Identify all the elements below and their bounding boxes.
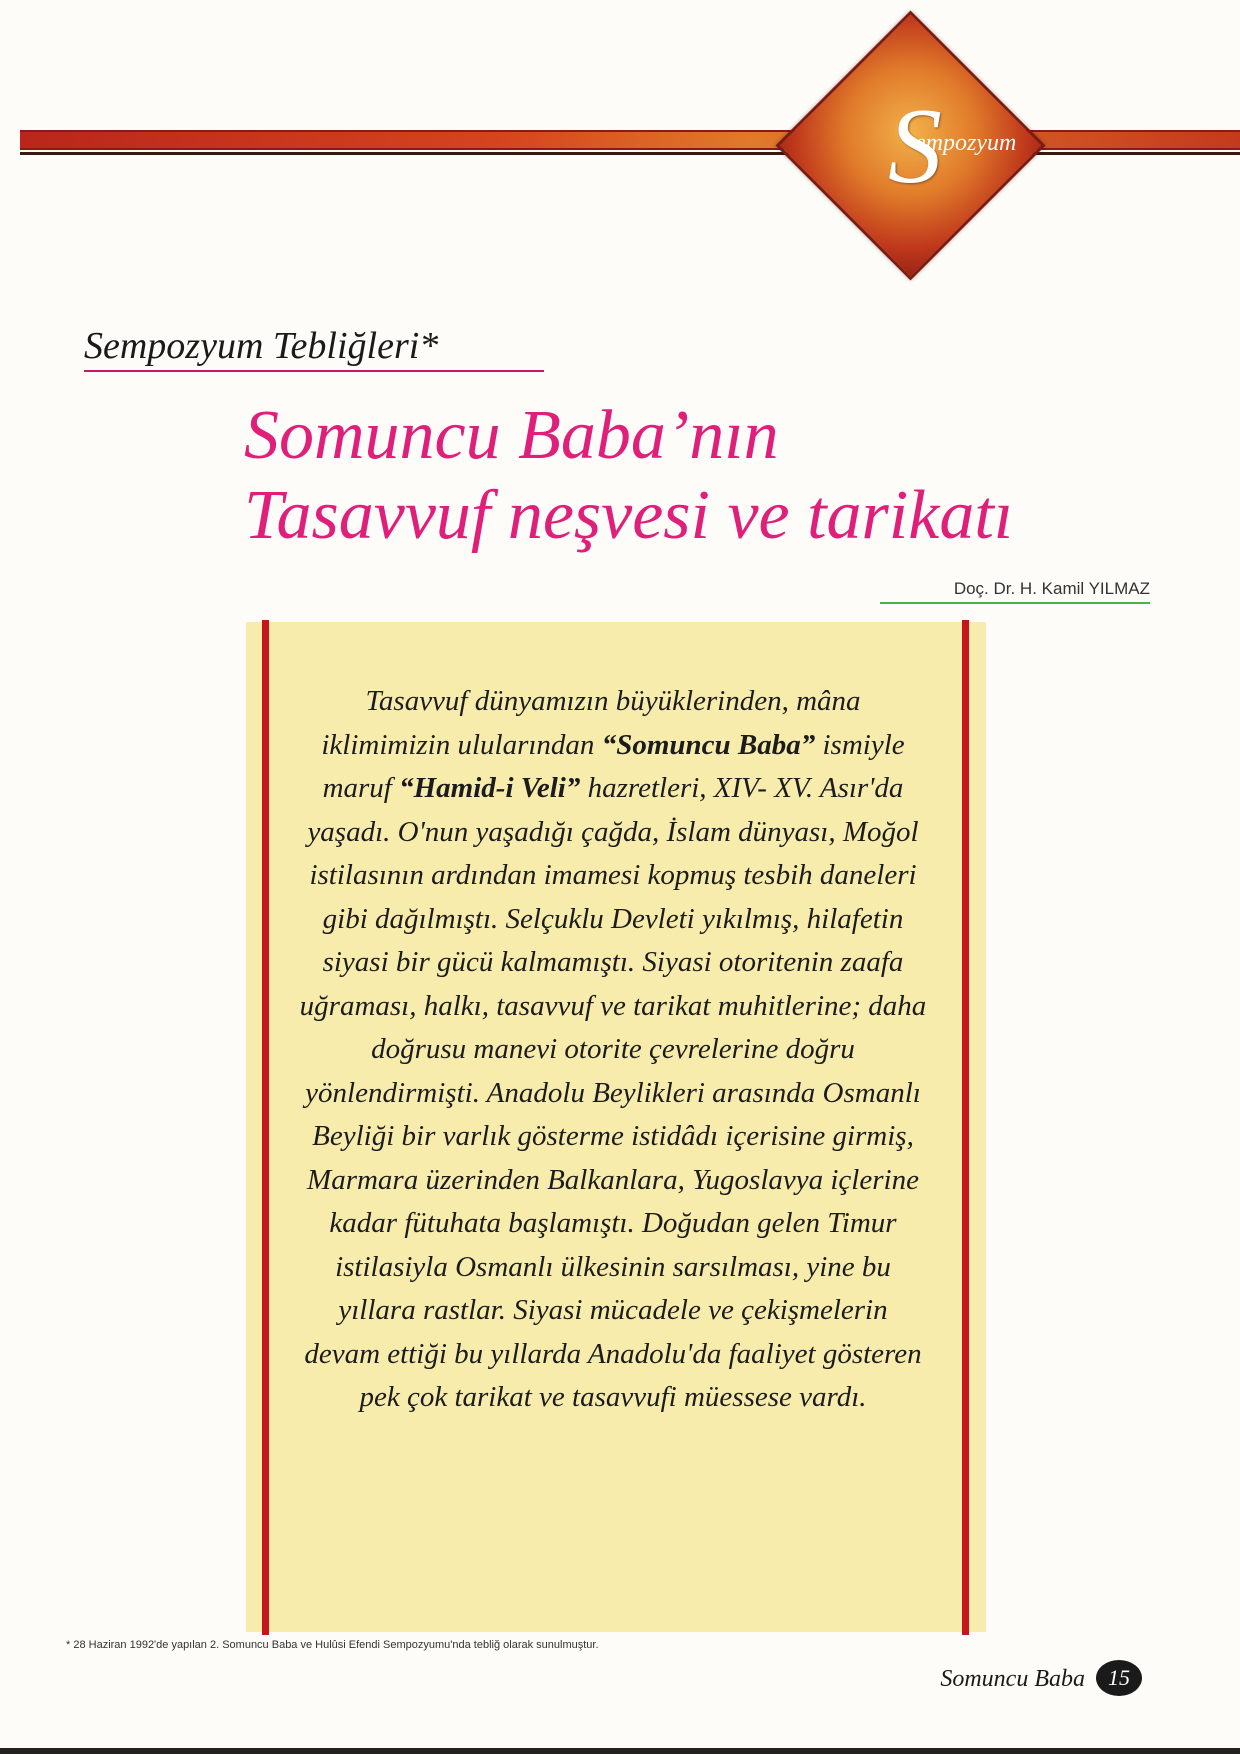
abstract-name-somuncu: “Somuncu Baba” [601, 728, 816, 761]
page-number: 15 [1096, 1660, 1142, 1696]
kicker: Sempozyum Tebliğleri* [84, 322, 544, 372]
abstract-text [298, 680, 928, 1610]
panel-border-right [962, 620, 969, 1635]
section-initial: S [888, 87, 942, 206]
abstract-part-3: hazretleri, XIV- XV. Asır'da yaşadı. O'nun yaşadığı çağda, İslam dünyası, Moğol istilasının ardından imamesi kopmuş tesbih daneleri gibi dağılmıştı. Selçuklu Devleti yıkılmış, hilafetin siyasi bir gücü kalmamıştı. Siyasi otoritenin zaafa uğraması, halkı, tasavvuf ve tarikat muhitlerine; daha doğrusu manevi otorite çevrelerine doğru yönlendirmişti. Anadolu Beylikleri arasında Osmanlı Beyliği bir varlık gösterme istidâdı içerisine girmiş, Marmara üzerinden Balkanlara, Yugoslavya içlerine kadar fütuhata başlamıştı. Doğudan gelen Timur istilasiyla Osmanlı ülkesinin sarsılması, yine bu yıllara rastlar. Siyasi mücadele ve çekişmelerin devam ettiği bu yıllarda Anadolu'da faaliyet gösteren pek çok tarikat ve tasavvufi müessese vardı. [299, 772, 927, 1413]
article-title [244, 396, 1064, 556]
panel-border-left [262, 620, 269, 1635]
abstract-part-2: ismiyle maruf [322, 728, 905, 804]
footer-magazine-name: Somuncu Baba [940, 1666, 1085, 1692]
bottom-rule [0, 1748, 1240, 1754]
title-line-2: Tasavvuf neşvesi ve tarikatı [244, 477, 1014, 554]
section-label: empozyum [915, 130, 1017, 156]
header-band [20, 130, 1240, 150]
abstract-name-hamid: “Hamid-i Veli” [399, 772, 581, 804]
footnote: * 28 Haziran 1992'de yapılan 2. Somuncu Baba ve Hulûsi Efendi Sempozyumu'nda tebliğ olarak sunulmuştur. [66, 1639, 599, 1651]
header-band-shadow [20, 152, 1240, 155]
abstract-part-1: Tasavvuf dünyamızın büyüklerinden, mâna iklimimizin ulularından [321, 685, 861, 761]
author: Doç. Dr. H. Kamil YILMAZ [880, 576, 1150, 604]
title-line-1: Somuncu Baba’nın [244, 397, 779, 474]
